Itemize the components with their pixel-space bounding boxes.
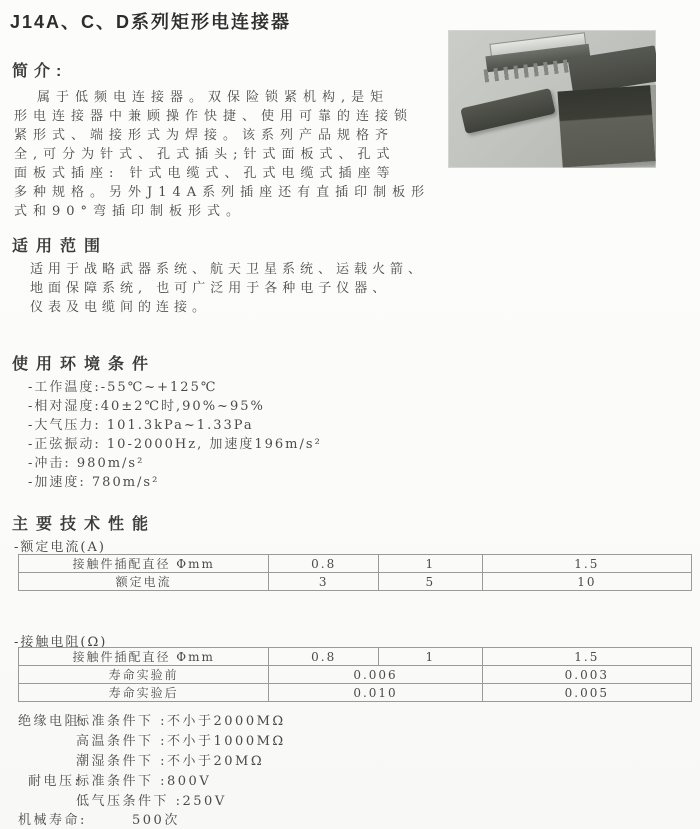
intro-line: 属于低频电连接器。双保险锁紧机构,是矩 [37, 90, 390, 105]
intro-line: 紧形式、端接形式为焊接。该系列产品规格齐 [14, 128, 395, 143]
contact-resistance-table [18, 647, 692, 702]
environment-item: -相对湿度:40±2℃时,90%~95% [28, 399, 265, 414]
product-photo [448, 30, 656, 168]
voltage-condition: 低气压条件下 :250V [76, 794, 227, 809]
table-cell: 额定电流 [19, 573, 269, 591]
mechanical-life-value: 500次 [132, 813, 180, 828]
table-cell: 10 [482, 573, 691, 591]
table-cell: 0.010 [269, 684, 482, 702]
table-cell: 寿命实验后 [19, 684, 269, 702]
section-performance-heading: 主要技术性能 [12, 516, 157, 533]
intro-line: 式和90°弯插印制板形式。 [14, 204, 246, 219]
table-cell: 3 [269, 573, 379, 591]
withstand-voltage-label: 耐电压: [28, 774, 82, 789]
table-row [19, 573, 692, 591]
section-environment-heading: 使用环境条件 [12, 356, 157, 373]
table-header-cell: 1 [379, 648, 483, 666]
table-cell: 寿命实验前 [19, 666, 269, 684]
contact-resistance-label: -接触电阻(Ω) [14, 635, 108, 650]
table-cell: 0.003 [482, 666, 691, 684]
table-row [19, 555, 692, 573]
table-header-cell: 1.5 [482, 648, 691, 666]
page-title: J14A、C、D系列矩形电连接器 [10, 12, 292, 32]
table-row [19, 684, 692, 702]
insulation-resistance-label: 绝缘电阻: [18, 714, 87, 729]
table-header-cell: 0.8 [269, 555, 379, 573]
environment-item: -工作温度:-55℃~+125℃ [28, 380, 218, 395]
table-cell: 0.005 [482, 684, 691, 702]
environment-item: -冲击: 980m/s² [28, 456, 145, 471]
table-header-cell: 接触件插配直径 Φmm [19, 555, 269, 573]
rated-current-label: -额定电流(A) [14, 540, 106, 555]
table-header-cell: 1.5 [482, 555, 691, 573]
rated-current-table [18, 554, 692, 591]
small-cover-shape [460, 88, 555, 134]
voltage-condition: 标准条件下 :800V [76, 774, 212, 789]
intro-line: 形电连接器中兼顾操作快捷、使用可靠的连接锁 [14, 109, 414, 124]
application-line: 仪表及电缆间的连接。 [30, 300, 211, 315]
environment-item: -大气压力: 101.3kPa~1.33Pa [28, 418, 254, 433]
environment-item: -正弦振动: 10-2000Hz, 加速度196m/s² [28, 437, 322, 452]
section-application-heading: 适用范围 [12, 238, 109, 255]
application-line: 地面保障系统, 也可广泛用于各种电子仪器、 [30, 281, 391, 296]
table-header-cell: 1 [379, 555, 483, 573]
environment-item: -加速度: 780m/s² [28, 475, 160, 490]
intro-line: 全,可分为针式、孔式插头;针式面板式、孔式 [14, 147, 396, 162]
section-intro-heading: 简介: [12, 63, 68, 80]
metal-shell-shape [557, 85, 656, 168]
insulation-condition: 潮湿条件下 :不小于20MΩ [76, 754, 265, 769]
mechanical-life-label: 机械寿命: [18, 813, 87, 828]
application-line: 适用于战略武器系统、航天卫星系统、运载火箭、 [30, 262, 427, 277]
intro-line: 多种规格。另外J14A系列插座还有直插印制板形 [14, 185, 431, 200]
table-row [19, 666, 692, 684]
table-cell: 0.006 [269, 666, 482, 684]
table-row [19, 648, 692, 666]
insulation-condition: 标准条件下 :不小于2000MΩ [76, 714, 286, 729]
intro-line: 面板式插座: 针式电缆式、孔式电缆式插座等 [14, 166, 396, 181]
table-header-cell: 0.8 [269, 648, 379, 666]
table-cell: 5 [379, 573, 483, 591]
insulation-condition: 高温条件下 :不小于1000MΩ [76, 734, 286, 749]
table-header-cell: 接触件插配直径 Φmm [19, 648, 269, 666]
